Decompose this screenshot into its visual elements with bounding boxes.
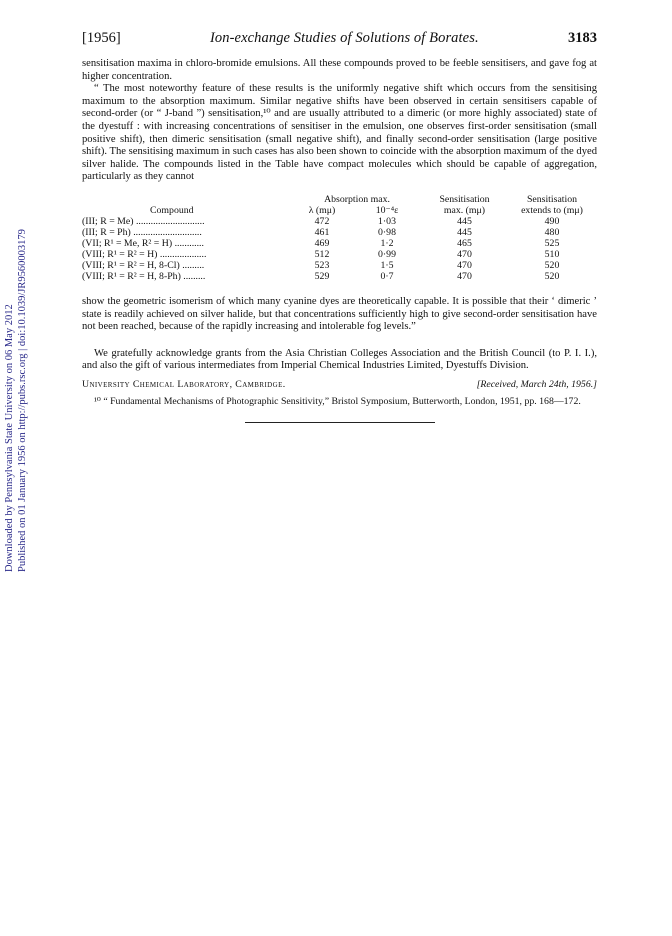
side-watermark [0, 0, 40, 936]
table-row [82, 249, 597, 260]
ext-cell: 520 [544, 270, 560, 282]
table-row [82, 260, 597, 271]
epsilon-cell: 1·5 [380, 259, 394, 271]
table-row [82, 238, 597, 249]
compound-cell: (VIII; R¹ = R² = H, 8-Ph) ......... [82, 270, 206, 282]
end-rule [245, 422, 435, 423]
sens-cell: 470 [457, 259, 472, 271]
lambda-cell: 512 [314, 248, 330, 260]
lambda-cell: 523 [314, 259, 330, 271]
compound-cell: (VIII; R¹ = R² = H) ................... [82, 248, 207, 260]
ext-header-1: Sensitisation [526, 193, 578, 205]
epsilon-cell: 1·03 [378, 215, 396, 227]
lambda-cell: 469 [314, 237, 330, 249]
compound-cell: (III; R = Ph) ............................ [82, 226, 202, 238]
epsilon-cell: 0·99 [378, 248, 396, 260]
table-row [82, 271, 597, 282]
epsilon-cell: 1·2 [380, 237, 394, 249]
sens-header-1: Sensitisation [439, 193, 490, 205]
sens-cell: 470 [457, 248, 472, 260]
sens-header-2: max. (mμ) [443, 204, 486, 216]
compound-cell: (VII; R¹ = Me, R² = H) ............ [82, 237, 204, 249]
compound-cell: (III; R = Me) ............................ [82, 215, 205, 227]
header-year: [1956] [82, 30, 121, 46]
footnote-reference: ¹⁰ “ Fundamental Mechanisms of Photographic Sensitivity,” Bristol Symposium, Butterworth, London, 1951, pp. 168—172. [94, 395, 581, 407]
sens-cell: 470 [457, 270, 472, 282]
header-title: Ion-exchange Studies of Solutions of Borates. [209, 30, 479, 46]
table-header-row-1 [82, 194, 597, 205]
epsilon-header: 10⁻⁴ε [375, 204, 399, 216]
paragraph-3: show the geometric isomerism of which many cyanine dyes are theoretically capable. It is possible that their ‘ dimeric ’ state is readily achieved on silver halide, but that concentrations sufficiently high to give second-order sensitisation have not been reached, because of the rapidly increasing and intolerable fog levels.” [82, 295, 597, 333]
lambda-cell: 472 [314, 215, 330, 227]
paragraph-1: sensitisation maxima in chloro-bromide emulsions. All these compounds proved to be feeble sensitisers, and gave fog at higher concentration. [82, 58, 597, 82]
sens-cell: 445 [457, 215, 472, 227]
running-header [82, 30, 597, 52]
table-row [82, 227, 597, 238]
paragraph-2: “ The most noteworthy feature of these results is the uniformly negative shift which occurs from the sensitising maximum to the absorption maximum. Similar negative shifts have been observed in certain sensitisers capable of second-order (or “ J-band ”) sensitisation,¹⁰ and are usually attributed to a dimeric (or more highly associated) state of the dyestuff : with increasing concentrations of sensitiser in the emulsion, one observes first-order sensitisation (small positive shift), then dimeric sensitisation (small negative shift), and finally second-order sensitisation (large positive shift). The sensitising maximum in such cases has also been shown to coincide with the absorption maximum of the dyed silver halide. The compounds listed in the Table have compact molecules which should be capable of aggregation, particularly as they cannot [82, 83, 597, 183]
results-table [82, 194, 597, 282]
ext-cell: 520 [544, 259, 560, 271]
sens-cell: 465 [457, 237, 472, 249]
ext-cell: 525 [544, 237, 560, 249]
ext-cell: 490 [544, 215, 560, 227]
page-content [82, 30, 597, 423]
ext-cell: 510 [544, 248, 560, 260]
page-number: 3183 [567, 30, 597, 46]
epsilon-cell: 0·98 [378, 226, 396, 238]
sens-cell: 445 [457, 226, 472, 238]
compound-header: Compound [150, 204, 194, 216]
table-header-row-2 [82, 205, 597, 216]
publication-notice: Published on 01 January 1956 on http://pubs.rsc.org | doi:10.1039/JR9560003179 [17, 229, 28, 572]
lambda-cell: 529 [314, 270, 330, 282]
compound-cell: (VIII; R¹ = R² = H, 8-Cl) ......... [82, 259, 205, 271]
ext-header-2: extends to (mμ) [521, 204, 583, 216]
ext-cell: 480 [544, 226, 560, 238]
received-date: [Received, March 24th, 1956.] [476, 378, 597, 390]
epsilon-cell: 0·7 [380, 270, 394, 282]
affiliation-line [82, 379, 597, 390]
lambda-cell: 461 [314, 226, 330, 238]
acknowledgement: We gratefully acknowledge grants from the Asia Christian Colleges Association and the British Council (to P. I. I.), and also the gift of various intermediates from Imperial Chemical Industries Limited, Dyestuffs Division. [82, 347, 597, 372]
lambda-header: λ (mμ) [308, 204, 336, 216]
table-row [82, 216, 597, 227]
institution: University Chemical Laboratory, Cambridge. [82, 378, 286, 390]
download-notice: Downloaded by Pennsylvania State University on 06 May 2012 [4, 304, 15, 572]
absorption-group-header: Absorption max. [324, 193, 390, 205]
